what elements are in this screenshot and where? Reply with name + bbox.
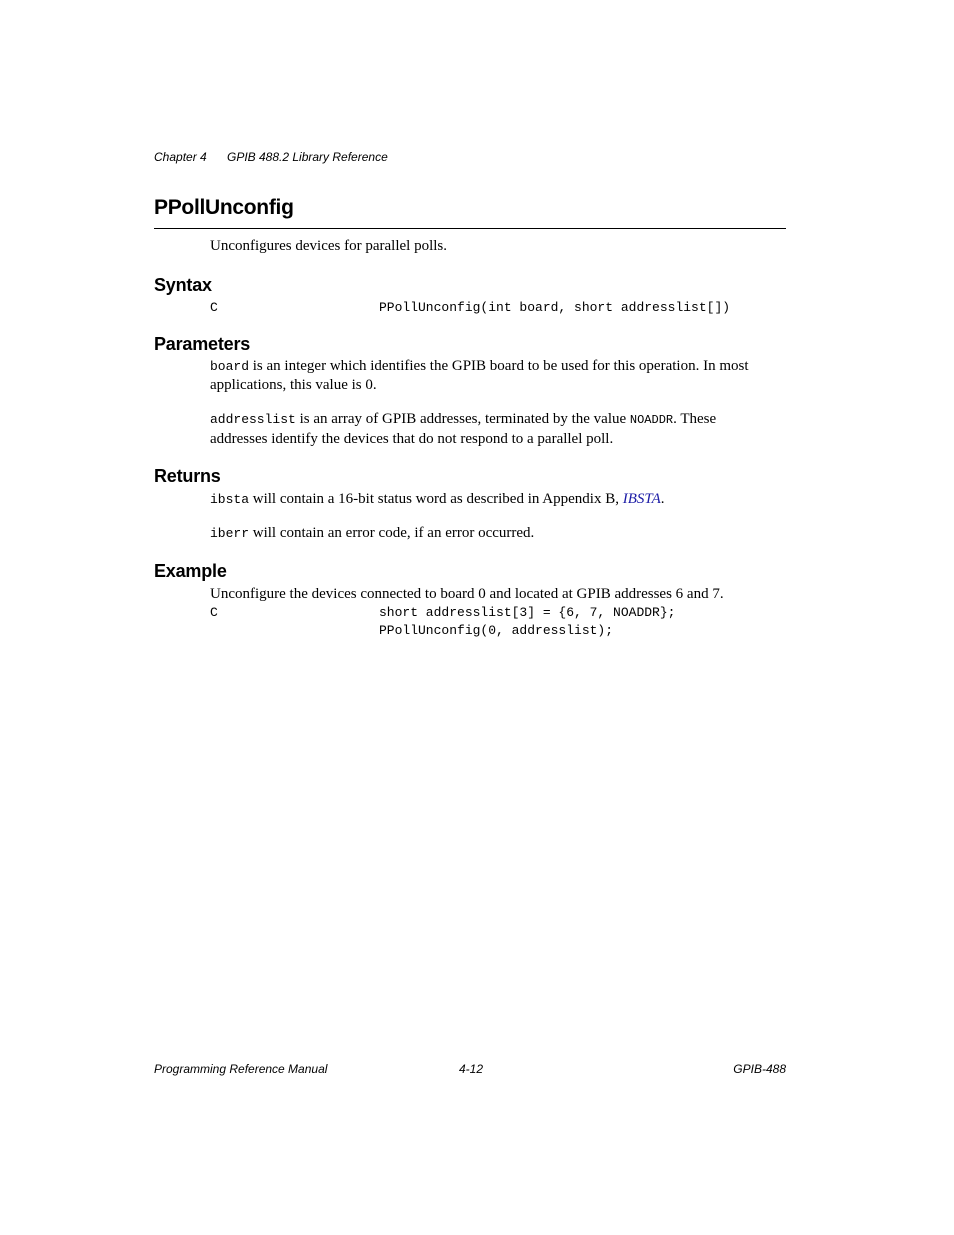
ibsta-link[interactable]: IBSTA <box>622 491 661 507</box>
param-board-name: board <box>210 359 250 374</box>
footer-product: GPIB-488 <box>733 1062 786 1076</box>
footer-manual-title: Programming Reference Manual <box>154 1062 328 1076</box>
returns-ibsta-end: . <box>660 491 665 507</box>
syntax-language-label: C <box>210 300 218 315</box>
function-description: Unconfigures devices for parallel polls. <box>210 238 448 254</box>
syntax-code: PPollUnconfig(int board, short addresslist[]) <box>379 300 731 315</box>
param-addresslist-name: addresslist <box>210 412 296 427</box>
returns-ibsta-text: will contain a 16-bit status word as described in Appendix B, <box>249 491 623 507</box>
example-heading: Example <box>154 561 227 581</box>
param-board-description <box>210 357 786 395</box>
page-title: PPollUnconfig <box>154 196 294 219</box>
example-code-line-2: PPollUnconfig(0, addresslist); <box>379 623 614 638</box>
title-rule <box>154 228 786 229</box>
param-addresslist-text-after: . These <box>673 411 717 427</box>
noaddr-constant: NOADDR <box>629 413 674 427</box>
header-chapter: Chapter 4 <box>154 150 207 164</box>
example-language-label: C <box>210 605 218 620</box>
returns-iberr-description <box>210 524 786 543</box>
returns-iberr-name: iberr <box>210 526 250 541</box>
param-addresslist-text-line2: addresses identify the devices that do not respond to a parallel poll. <box>210 431 614 447</box>
returns-heading: Returns <box>154 466 221 486</box>
returns-ibsta-name: ibsta <box>210 492 250 507</box>
param-addresslist-description <box>210 410 786 449</box>
param-addresslist-text-before: is an array of GPIB addresses, terminated by the value <box>295 411 630 427</box>
example-description: Unconfigure the devices connected to board 0 and located at GPIB addresses 6 and 7. <box>210 586 724 602</box>
returns-iberr-text: will contain an error code, if an error occurred. <box>249 525 535 541</box>
param-board-text-line2: applications, this value is 0. <box>210 377 377 393</box>
footer-page-number: 4-12 <box>459 1062 484 1076</box>
example-code-line-1: short addresslist[3] = {6, 7, NOADDR}; <box>379 605 676 620</box>
parameters-heading: Parameters <box>154 334 251 354</box>
syntax-heading: Syntax <box>154 275 212 295</box>
returns-ibsta-description <box>210 490 786 509</box>
param-board-text-line1: is an integer which identifies the GPIB board to be used for this operation. In most <box>249 358 749 374</box>
header-section: GPIB 488.2 Library Reference <box>227 150 388 164</box>
